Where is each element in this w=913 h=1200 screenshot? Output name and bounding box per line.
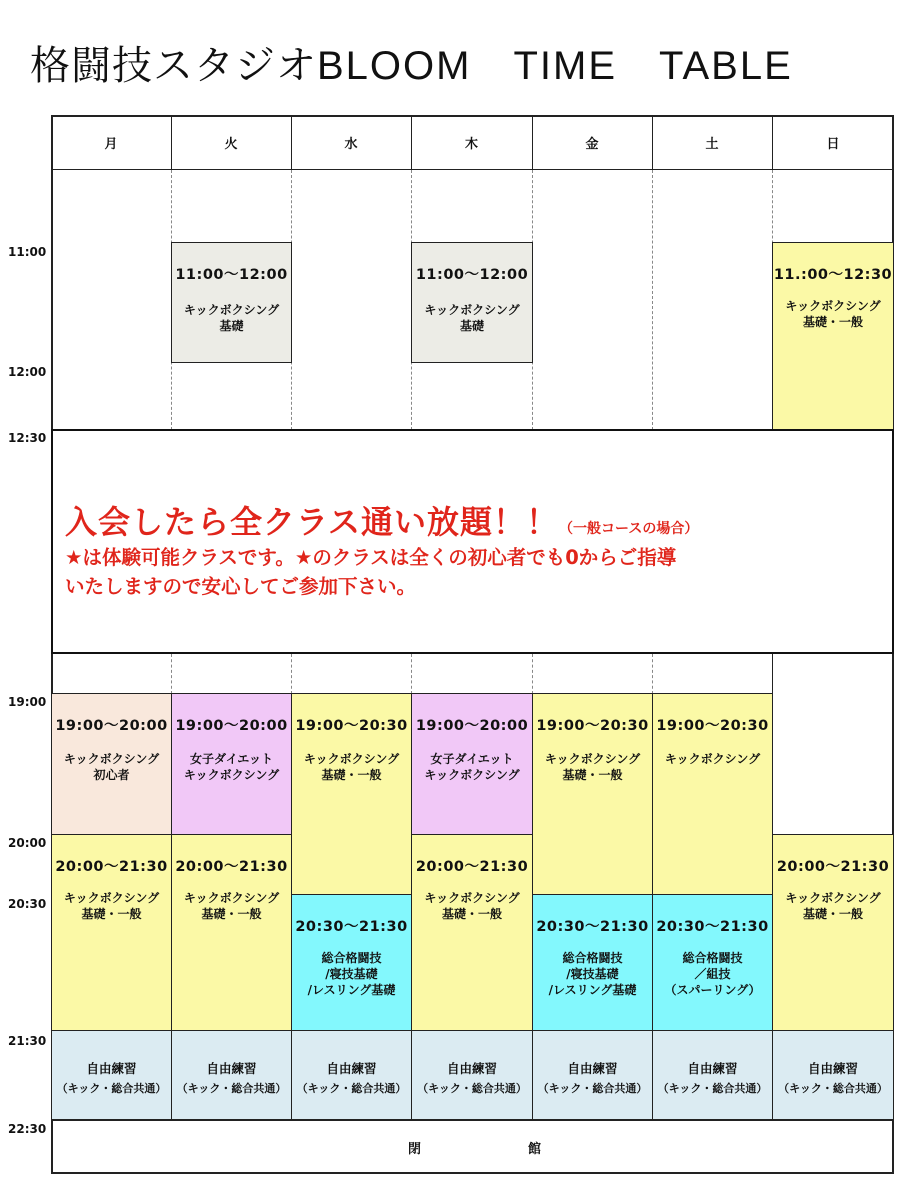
time-label: 19:00	[8, 695, 47, 709]
free-practice-tue[interactable]: 自由練習 （キック・総合共通）	[171, 1030, 292, 1120]
col-dash	[652, 654, 653, 694]
class-block-mon-1900[interactable]: 19:00〜20:00 キックボクシング 初心者	[51, 693, 172, 835]
time-label: 11:00	[8, 245, 47, 259]
header-divider	[51, 169, 894, 170]
banner-headline: 入会したら全クラス通い放題！！	[65, 503, 560, 541]
col-divider	[772, 654, 773, 694]
time-label: 21:30	[8, 1034, 47, 1048]
closed-char-1: 閉	[408, 1142, 422, 1157]
free-practice-wed[interactable]: 自由練習 （キック・総合共通）	[291, 1030, 412, 1120]
day-header-fri: 金	[585, 137, 599, 152]
day-header-sat: 土	[705, 137, 719, 152]
time-label: 22:30	[8, 1122, 47, 1136]
day-header-wed: 水	[344, 137, 358, 152]
time-label: 12:30	[8, 431, 47, 445]
class-block-thu-morning[interactable]: 11:00〜12:00 キックボクシング 基礎	[411, 242, 533, 363]
day-header-thu: 木	[464, 137, 478, 152]
time-label: 12:00	[8, 365, 47, 379]
closed-row	[51, 1119, 894, 1174]
info-banner	[51, 429, 894, 654]
class-block-sun-2000[interactable]: 20:00〜21:30 キックボクシング 基礎・一般	[772, 834, 894, 1031]
free-practice-fri[interactable]: 自由練習 （キック・総合共通）	[532, 1030, 653, 1120]
free-practice-sun[interactable]: 自由練習 （キック・総合共通）	[772, 1030, 894, 1120]
class-block-wed-1900[interactable]: 19:00〜20:30 キックボクシング 基礎・一般	[291, 693, 412, 895]
banner-note: （一般コースの場合）	[559, 521, 699, 537]
class-block-thu-2000[interactable]: 20:00〜21:30 キックボクシング 基礎・一般	[411, 834, 533, 1031]
banner-line-2: いたしますので安心してご参加下さい。	[65, 575, 417, 598]
col-dash	[291, 654, 292, 694]
banner-line-1: ★は体験可能クラスです。★のクラスは全くの初心者でも0からご指導	[65, 546, 677, 569]
free-practice-mon[interactable]: 自由練習 （キック・総合共通）	[51, 1030, 172, 1120]
class-block-sun-morning[interactable]: 11.:00〜12:30 キックボクシング 基礎・一般	[772, 242, 894, 430]
class-block-fri-1900[interactable]: 19:00〜20:30 キックボクシング 基礎・一般	[532, 693, 653, 895]
class-block-tue-2000[interactable]: 20:00〜21:30 キックボクシング 基礎・一般	[171, 834, 292, 1031]
class-block-sat-2030[interactable]: 20:30〜21:30 総合格闘技 ／組技 （スパーリング）	[652, 894, 773, 1031]
col-dash	[171, 654, 172, 694]
class-block-tue-morning[interactable]: 11:00〜12:00 キックボクシング 基礎	[171, 242, 292, 363]
class-block-mon-2000[interactable]: 20:00〜21:30 キックボクシング 基礎・一般	[51, 834, 172, 1031]
page-title: 格闘技スタジオBLOOM TIME TABLE	[30, 43, 793, 89]
day-header-sun: 日	[826, 137, 840, 152]
class-block-sat-1900[interactable]: 19:00〜20:30 キックボクシング	[652, 693, 773, 895]
day-header-tue: 火	[224, 137, 238, 152]
col-dash	[532, 654, 533, 694]
free-practice-thu[interactable]: 自由練習 （キック・総合共通）	[411, 1030, 533, 1120]
time-label: 20:00	[8, 836, 47, 850]
class-block-fri-2030[interactable]: 20:30〜21:30 総合格闘技 /寝技基礎 /レスリング基礎	[532, 894, 653, 1031]
closed-char-2: 館	[528, 1142, 542, 1157]
day-header-mon: 月	[104, 137, 118, 152]
time-label: 20:30	[8, 897, 47, 911]
class-block-thu-1900[interactable]: 19:00〜20:00 女子ダイエット キックボクシング	[411, 693, 533, 835]
class-block-tue-1900[interactable]: 19:00〜20:00 女子ダイエット キックボクシング	[171, 693, 292, 835]
free-practice-sat[interactable]: 自由練習 （キック・総合共通）	[652, 1030, 773, 1120]
col-dash	[652, 170, 653, 430]
col-dash	[411, 654, 412, 694]
class-block-wed-2030[interactable]: 20:30〜21:30 総合格闘技 /寝技基礎 /レスリング基礎	[291, 894, 412, 1031]
